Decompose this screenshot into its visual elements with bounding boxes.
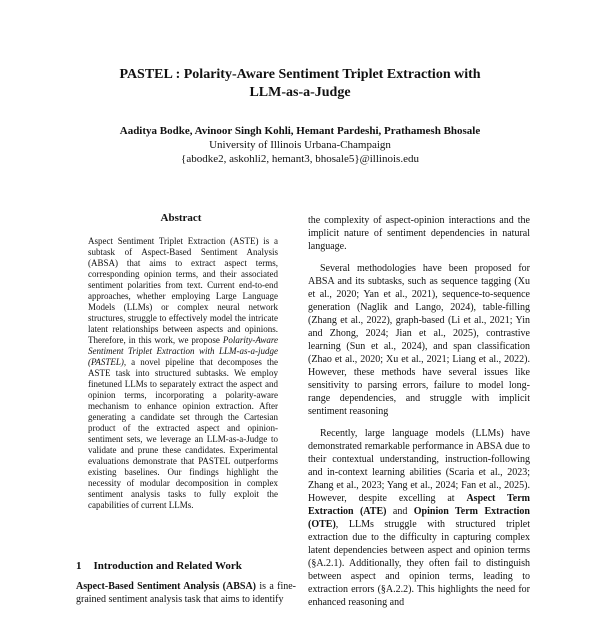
section-heading <box>76 560 242 572</box>
author-block <box>40 124 560 166</box>
llm-text-a: Recently, large language models (LLMs) have demonstrated remarkable performance in ABSA due to their contextual understanding, instruction-following and in-context learning abilities (Scaria et al., 2023; Zhang et al., 2023; Yang et al., 2024; Fan et al., 2025). However, despite excelling at <box>308 428 530 504</box>
col2-paragraph-methods: Several methodologies have been proposed for ABSA and its subtasks, such as sequence tagging (Xu et al., 2020; Yan et al., 2021), sequence-to-sequence generation (Naglik and Lango, 2024), table-filling (Zhang et al., 2022), graph-based (Li et al., 2021; Yin and Zhong, 2024; Jian et al., 2025), contrastive learning (Sun et al., 2024), and span classification (Zhao et al., 2020; Xu et al., 2021; Liang et al., 2022). However, these methods have several issues like sensitivity to parsing errors, failure to model long-range dependencies, and struggle with implicit sentiment reasoning <box>308 263 530 417</box>
section-title: Introduction and Related Work <box>93 560 242 572</box>
col2-paragraph-llms <box>308 427 530 609</box>
col2-paragraph-continued: the complexity of aspect-opinion interactions and the implicit nature of sentiment dependencies in natural language. <box>308 215 530 252</box>
abstract-heading: Abstract <box>160 212 202 224</box>
term-ate: Aspect Term Extraction (ATE) <box>308 493 530 517</box>
paper-title <box>60 66 540 102</box>
title-line-1: PASTEL : Polarity-Aware Sentiment Triplet Extraction with <box>119 67 481 82</box>
author-names: Aaditya Bodke, Avinoor Singh Kohli, Hemant Pardeshi, Prathamesh Bhosale <box>119 125 481 137</box>
abstract-text <box>88 236 278 511</box>
right-column <box>308 214 530 618</box>
term-ote: Opinion Term Extraction (OTE) <box>308 506 530 530</box>
abstract-text-part-b: , a novel pipeline that decomposes the ASTE task into structured subtasks. We employ finetuned LLMs to separately extract the aspect and opinion terms, incorporating a polarity-aware mechanism to enhance opinion extraction. After generating a candidate set through the Cartesian product of the extracted aspect and opinion-sentiment sets, we leverage an LLM-as-a-Judge to validate and prune these candidates. Experimental evaluations demonstrate that PASTEL outperforms existing baselines. Our findings highlight the necessity of modular decomposition in complex sentiment analysis tasks to fully exploit the capabilities of current LLMs. <box>88 357 278 510</box>
abstract-text-part-a: Aspect Sentiment Triplet Extraction (ASTE) is a subtask of Aspect-Based Sentiment Analysis (ABSA) that aims to extract aspect terms, corresponding opinion terms, and their associated sentiment polarities from text. Current end-to-end approaches, whether employing Large Language Models (LLMs) or complex neural network structures, struggle to effectively model the intricate latent relationships between aspects and opinions. Therefore, in this work, we propose <box>88 236 278 345</box>
llm-text-b: , LLMs struggle with structured triplet extraction due to the difficulty in capturing complex latent dependencies between aspect and opinion terms (§A.2.1). Additionally, they often fail to distinguish between aspect and opinion terms, leading to extraction errors (§A.2.2). This highlights the need for enhanced reasoning and <box>308 519 530 608</box>
intro-term-absa: Aspect-Based Sentiment Analysis (ABSA) <box>76 581 257 592</box>
abstract-text-italic: Polarity-Aware Sentiment Triplet Extraction with LLM-as-a-judge (PASTEL) <box>88 335 278 367</box>
section-number: 1 <box>76 560 82 572</box>
llm-text-mid: and <box>386 506 414 517</box>
affiliation: University of Illinois Urbana-Champaign <box>209 139 391 151</box>
title-line-2: LLM-as-a-Judge <box>249 85 351 100</box>
intro-text: is a fine-grained sentiment analysis task that aims to identify <box>76 581 296 605</box>
author-emails: {abodke2, askohli2, hemant3, bhosale5}@illinois.edu <box>181 153 419 165</box>
intro-paragraph <box>76 580 296 606</box>
